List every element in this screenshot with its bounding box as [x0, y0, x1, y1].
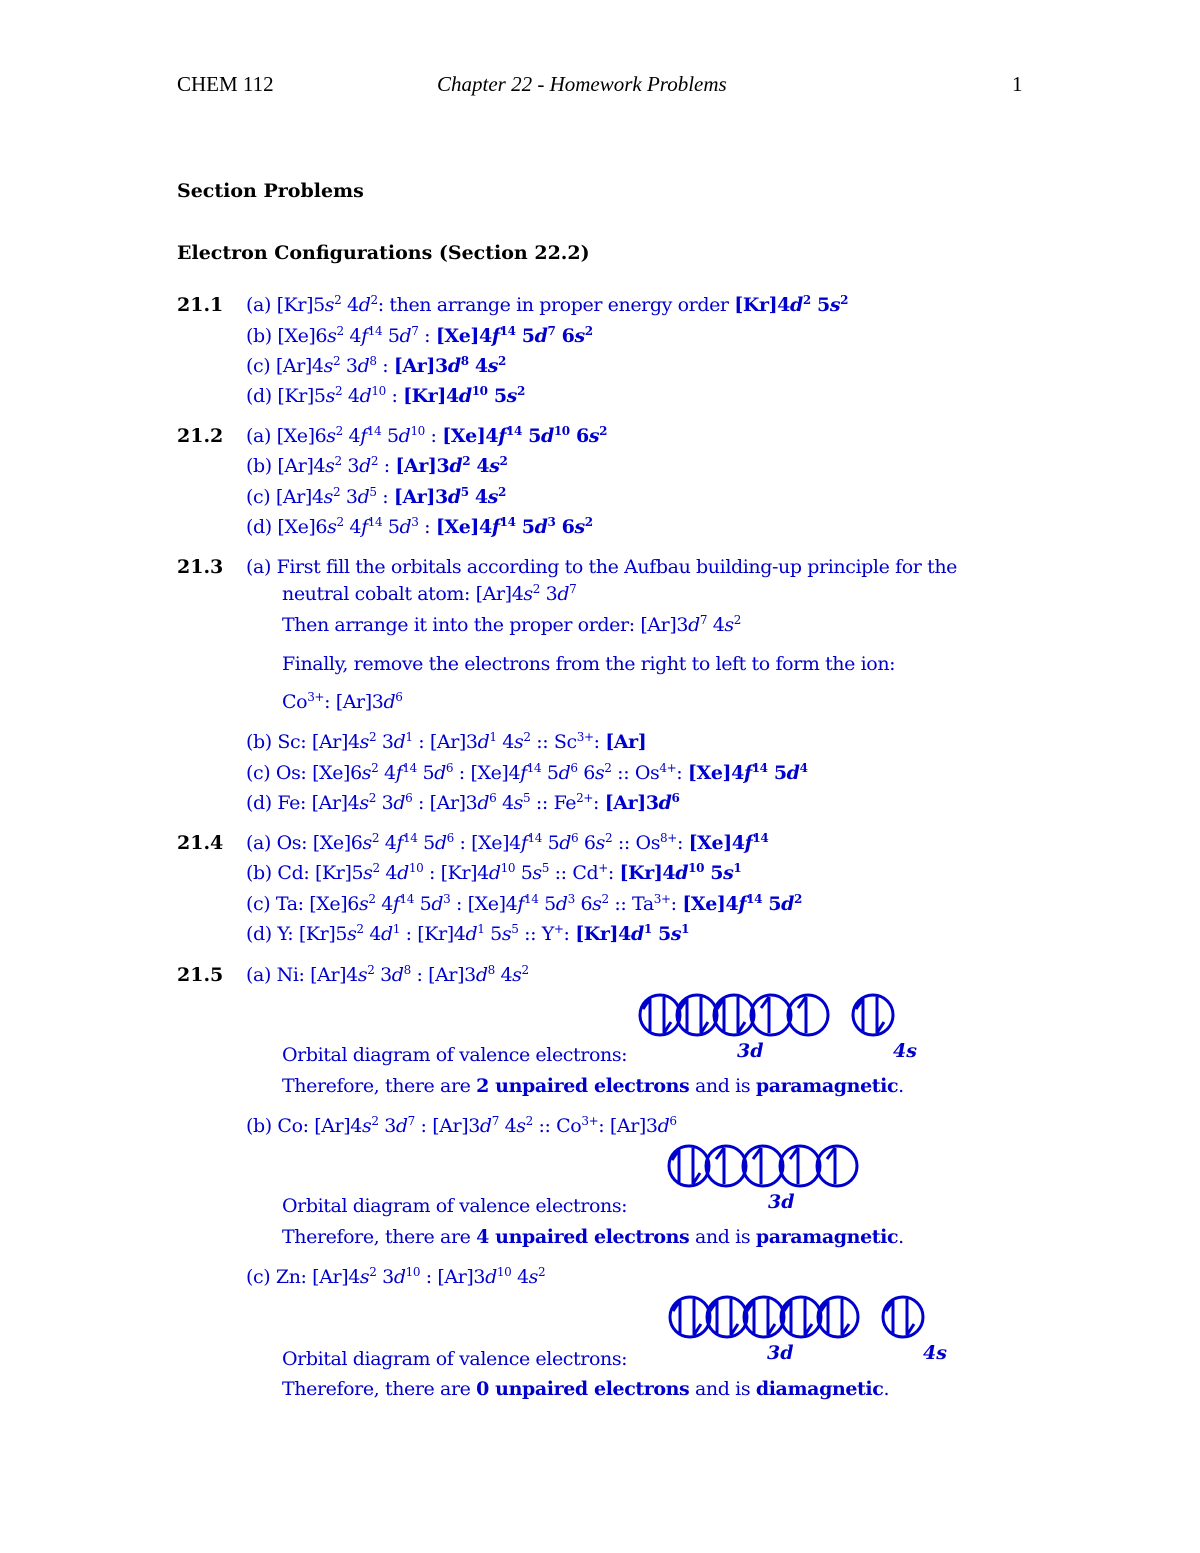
answer-line: (a) $[Kr]5s^2$ $4d^2$: then arrange in proper energy order $[Kr]4d^2$ $5s^2$ [246, 293, 849, 316]
orbital-label: 3d [767, 1342, 794, 1364]
header-title: Chapter 22 - Homework Problems [437, 72, 727, 96]
section-heading: Section Problems [177, 180, 364, 202]
header-page-number: 1 [1012, 72, 1023, 96]
orbital-label: 3d [737, 1040, 764, 1062]
answer-line: Therefore, there are 0 unpaired electrons and is diamagnetic. [282, 1378, 890, 1400]
answer-line: (b) Co: $[Ar]4s^2$ $3d^7$ : $[Ar]3d^7$ $4s^2$ :: $Co^{3+}$: $[Ar]3d^6$ [246, 1114, 677, 1137]
orbital-circle [853, 995, 893, 1035]
answer-line: (a) First fill the orbitals according to the Aufbau building-up principle for the [246, 556, 958, 578]
problem-number: 21.4 [177, 832, 224, 854]
answer-line: Orbital diagram of valence electrons: [282, 1195, 628, 1217]
orbital-circle [707, 1297, 747, 1337]
answer-line: (c) Ta: $[Xe]6s^2$ $4f^{14}$ $5d^3$ : $[Xe]4f^{14}$ $5d^3$ $6s^2$ :: $Ta^{3+}$: $[Xe]4f^{14}$ $5d^2$ [246, 892, 802, 915]
orbital-circle [751, 995, 791, 1035]
answer-line: (d) Fe: $[Ar]4s^2$ $3d^6$ : $[Ar]3d^6$ $4s^5$ :: $Fe^{2+}$: $[Ar]3d^6$ [246, 791, 680, 814]
answer-line: (b) Sc: $[Ar]4s^2$ $3d^1$ : $[Ar]3d^1$ $4s^2$ :: $Sc^{3+}$: [Ar] [246, 730, 647, 753]
answer-line: (d) Y: $[Kr]5s^2$ $4d^1$ : $[Kr]4d^1$ $5s^5$ :: Y+: $[Kr]4d^1$ $5s^1$ [246, 922, 690, 945]
orbital-label: 3d [768, 1191, 795, 1213]
orbital-label: 4s [923, 1342, 947, 1364]
subsection-heading: Electron Configurations (Section 22.2) [177, 242, 590, 264]
orbital-circle [883, 1297, 923, 1337]
orbital-circle [818, 1297, 858, 1337]
answer-line: Orbital diagram of valence electrons: [282, 1348, 628, 1370]
answer-line: (c) Os: $[Xe]6s^2$ $4f^{14}$ $5d^6$ : $[Xe]4f^{14}$ $5d^6$ $6s^2$ :: $Os^{4+}$: $[Xe]4f^{14}$ $5d^4$ [246, 761, 808, 784]
orbital-circle [670, 1297, 710, 1337]
orbital-circle [669, 1146, 709, 1186]
answer-line: $Co^{3+}$: $[Ar]3d^6$ [282, 690, 403, 713]
answer-line: (a) Ni: $[Ar]4s^2$ $3d^8$ : $[Ar]3d^8$ $4s^2$ [246, 963, 529, 986]
answer-line: Therefore, there are 4 unpaired electrons and is paramagnetic. [282, 1226, 904, 1248]
orbital-circle [744, 1297, 784, 1337]
answer-line: (c) $[Ar]4s^2$ $3d^5$ : $[Ar]3d^5$ $4s^2$ [246, 485, 506, 508]
answer-line: (b) $[Xe]6s^2$ $4f^{14}$ $5d^7$ : $[Xe]4f^{14}$ $5d^7$ $6s^2$ [246, 324, 593, 347]
ni-orbital-diagram [638, 992, 938, 1038]
answer-line: (c) Zn: $[Ar]4s^2$ $3d^{10}$ : $[Ar]3d^{10}$ $4s^2$ [246, 1265, 546, 1288]
orbital-circle [781, 1297, 821, 1337]
answer-line: (a) Os: $[Xe]6s^2$ $4f^{14}$ $5d^6$ : $[Xe]4f^{14}$ $5d^6$ $6s^2$ :: $Os^{8+}$: $[Xe]4f^{14}$ [246, 831, 769, 854]
answer-line: (d) $[Xe]6s^2$ $4f^{14}$ $5d^3$ : $[Xe]4f^{14}$ $5d^3$ $6s^2$ [246, 515, 593, 538]
answer-line: Therefore, there are 2 unpaired electrons and is paramagnetic. [282, 1075, 904, 1097]
co-orbital-diagram [667, 1143, 907, 1189]
orbital-circle [640, 995, 680, 1035]
problem-number: 21.3 [177, 556, 224, 578]
orbital-circle [714, 995, 754, 1035]
zn-orbital-diagram [668, 1294, 968, 1340]
orbital-circle [706, 1146, 746, 1186]
orbital-circle [743, 1146, 783, 1186]
answer-line: (c) $[Ar]4s^2$ $3d^8$ : $[Ar]3d^8$ $4s^2$ [246, 354, 506, 377]
orbital-label: 4s [893, 1040, 917, 1062]
problem-number: 21.1 [177, 294, 224, 316]
orbital-circle [817, 1146, 857, 1186]
problem-number: 21.2 [177, 425, 224, 447]
answer-line: Orbital diagram of valence electrons: [282, 1044, 628, 1066]
answer-line: Then arrange it into the proper order: $[Ar]3d^7$ $4s^2$ [282, 613, 742, 636]
header-course: CHEM 112 [177, 72, 274, 96]
answer-line: (b) Cd: $[Kr]5s^2$ $4d^{10}$ : $[Kr]4d^{10}$ $5s^5$ :: Cd+: $[Kr]4d^{10}$ $5s^1$ [246, 861, 742, 884]
orbital-circle [788, 995, 828, 1035]
answer-line: neutral cobalt atom: $[Ar]4s^2$ $3d^7$ [282, 582, 577, 605]
problem-number: 21.5 [177, 964, 224, 986]
answer-line: (d) $[Kr]5s^2$ $4d^{10}$ : $[Kr]4d^{10}$ $5s^2$ [246, 384, 525, 407]
answer-line: (a) $[Xe]6s^2$ $4f^{14}$ $5d^{10}$ : $[Xe]4f^{14}$ $5d^{10}$ $6s^2$ [246, 424, 608, 447]
orbital-circle [677, 995, 717, 1035]
answer-line: Finally, remove the electrons from the right to left to form the ion: [282, 653, 896, 675]
answer-line: (b) $[Ar]4s^2$ $3d^2$ : $[Ar]3d^2$ $4s^2$ [246, 454, 508, 477]
orbital-circle [780, 1146, 820, 1186]
